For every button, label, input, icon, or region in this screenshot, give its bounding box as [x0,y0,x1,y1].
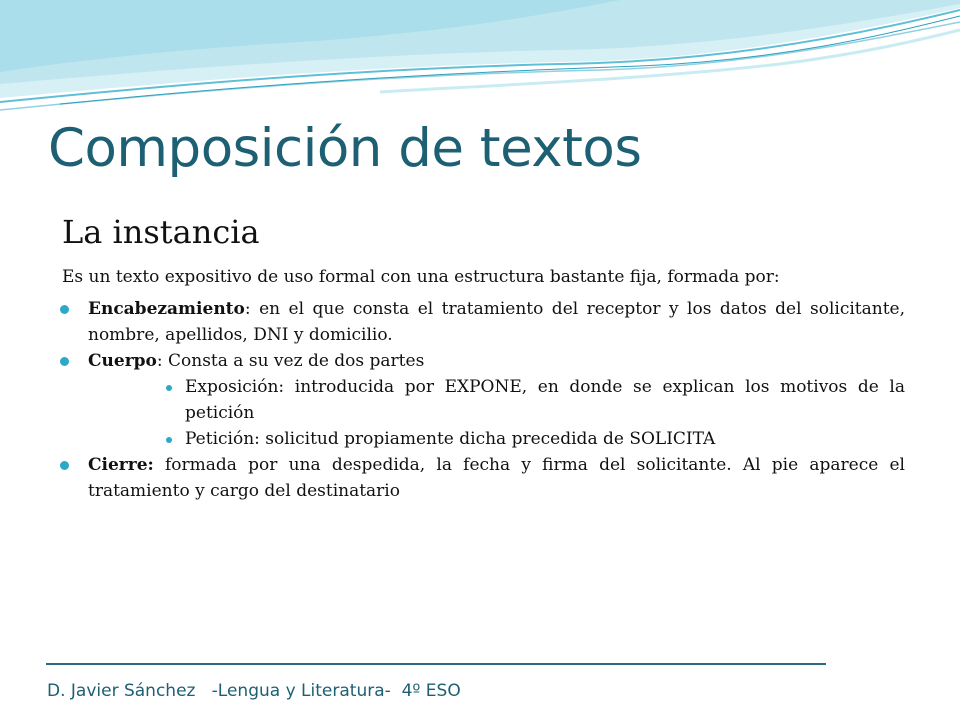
bullet-term: Cuerpo [88,351,157,371]
intro-paragraph: Es un texto expositivo de uso formal con una estructura bastante fija, formada por: [62,267,780,287]
sub-bullet-dot-icon [166,385,172,391]
list-item-encabezamiento [62,296,905,348]
footer-text: D. Javier Sánchez -Lengua y Literatura- 4º ESO [47,681,461,701]
sub-list-item-exposicion [62,374,905,426]
bullet-dot-icon [60,357,69,366]
list-item-cierre [62,452,905,504]
sub-bullet-text: Petición: solicitud propiamente dicha precedida de SOLICITA [185,429,716,449]
slide-title: Composición de textos [48,118,642,179]
bullet-text: : Consta a su vez de dos partes [156,351,425,371]
bullet-dot-icon [60,305,69,314]
bullet-term: Encabezamiento [88,299,245,319]
sub-bullet-text: Exposición: introducida por EXPONE, en donde se explican los motivos de la petición [185,377,905,423]
bullet-term: Cierre: [88,455,154,475]
sub-bullet-dot-icon [166,437,172,443]
bullet-dot-icon [60,461,69,470]
slide-subtitle: La instancia [62,213,260,251]
sub-list-item-peticion [62,426,905,452]
bullet-text: : en el que consta el tratamiento del receptor y los datos del solicitante, nombre, apellidos, DNI y domicilio. [88,299,905,345]
header-wave-decoration [0,0,960,130]
list-item-cuerpo [62,348,905,374]
bullet-text: formada por una despedida, la fecha y firma del solicitante. Al pie aparece el tratamiento y cargo del destinatario [88,455,905,501]
footer-divider [46,663,826,665]
content-body [62,264,905,504]
